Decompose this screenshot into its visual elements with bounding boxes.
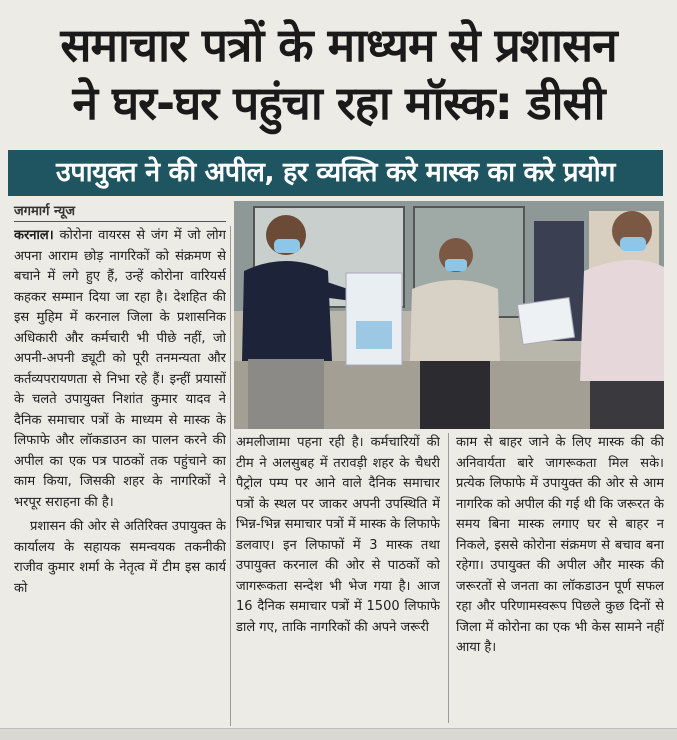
- subheadline: उपायुक्त ने की अपील, हर व्यक्ति करे मास्क का करे प्रयोग: [8, 150, 663, 196]
- paragraph: काम से बाहर जाने के लिए मास्क की की अनिवार्यता बारे जागरूकता मिल सके। प्रत्येक लिफाफे में उपायुक्त की ओर से आम नागरिक को अपील की गई थी कि जरूरत के समय बिना मास्क लगाए घर से बाहर न निकले, इससे कोरोना संक्रमण से बचाव बना रहेगा। उपायुक्त की अपील और मास्क की जरूरतों से जनता का लॉकडाउन पूर्ण सफल रहा और परिणामस्वरूप पिछले कुछ दिनों से जिला में कोरोना का एक भी केस सामने नहीं आया है।: [456, 435, 664, 655]
- headline: [0, 16, 677, 132]
- article-column-1: [14, 226, 226, 726]
- photo-illustration: [234, 201, 664, 429]
- article-column-3: [456, 433, 664, 723]
- dateline: करनाल।: [14, 228, 54, 243]
- headline-line-2: ने घर-घर पहुंचा रहा मॉस्क: डीसी: [72, 76, 605, 130]
- article-column-2: [236, 433, 440, 723]
- paragraph-text: कोरोना वायरस से जंग में जो लोग अपना आराम छोड़ नागरिकों को संक्रमण से बचाने में लगे हुए हैं, उन्हें कोरोना वारियर्स कहकर सम्मान दिया जा रहा है। देशहित की इस मुहिम में करनाल जिला के प्रशासनिक अधिकारी और कर्मचारी भी पीछे नहीं, जो अपनी-अपनी ड्यूटी को पूरी तनमन्यता और कर्तव्यपरायणता से निभा रहे हैं। इन्हीं प्रयासों के चलते उपायुक्त निशांत कुमार यादव ने दैनिक समाचार पत्रों के माध्यम से मास्क के लिफाफे और लॉकडाउन का पालन करने की अपील का एक पत्र पाठकों तक पहुंचाने का काम किया, जिसकी शहर के नागरिकों ने भरपूर सराहना की है।: [14, 228, 226, 510]
- next-article-edge: [0, 728, 677, 740]
- paragraph: अमलीजामा पहना रही है। कर्मचारियों की टीम ने अलसुबह में तरावड़ी शहर के चैधरी पैट्रोल पम्प पर आने वाले दैनिक समाचार पत्रों के स्थल पर जाकर अपनी उपस्थिति में भिन्न-भिन्न समाचार पत्रों में मास्क के लिफाफे डलवाए। इन लिफाफों में 3 मास्क तथा उपायुक्त करनाल की ओर से पाठकों को जागरूकता सन्देश भी भेज गया है। आज 16 दैनिक समाचार पत्रों में 1500 लिफाफे डाले गए, ताकि नागरिकों की अपने जरूरी: [236, 435, 440, 635]
- column-divider: [448, 433, 449, 723]
- headline-line-1: समाचार पत्रों के माध्यम से प्रशासन: [60, 18, 617, 72]
- byline: जगमार्ग न्यूज: [14, 201, 226, 222]
- paragraph: प्रशासन की ओर से अतिरिक्त उपायुक्त के कार्यालय के सहायक समन्वयक तकनीकी राजीव कुमार शर्मा के नेतृत्व में टीम इस कार्य को: [14, 519, 226, 596]
- news-photo: [234, 201, 664, 429]
- paragraph: [14, 226, 226, 513]
- column-divider: [230, 226, 231, 726]
